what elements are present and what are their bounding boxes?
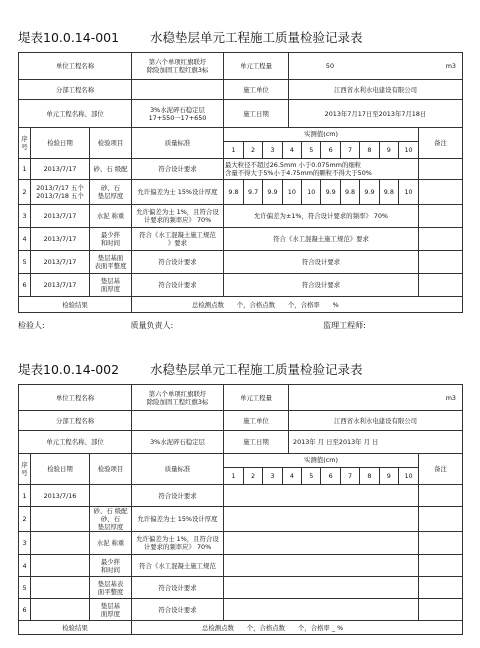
standard-header: 质量标准	[132, 454, 224, 485]
table-row: 5 2013/7/17 垫层基面 表面平整度 符合设计要求 符合设计要求	[19, 251, 463, 274]
unit-name-value: 第六个单项红旗联圩 除险加固工程红旗3标	[132, 53, 224, 80]
result-label: 检验结果	[19, 297, 132, 313]
element-value: 3%水泥碎石稳定层 17+550一17+650	[132, 100, 224, 128]
form-002	[18, 362, 462, 635]
item-header: 检验项目	[90, 128, 132, 159]
measured-header: 实测值(cm) 1 2 3 4 5 6 7 8 9 10	[224, 128, 419, 159]
quantity-unit: m3	[445, 62, 456, 70]
column-number: 3	[263, 468, 282, 484]
column-number: 1	[224, 468, 243, 484]
column-header-row	[19, 128, 463, 159]
sub-name-value	[132, 411, 224, 431]
inspector-label: 检验人:	[18, 321, 45, 330]
column-number: 6	[321, 142, 340, 158]
measured-value: 9.7	[243, 180, 262, 204]
seq-header: 序号	[19, 128, 31, 159]
result-row	[19, 297, 463, 313]
table-row: 3 2013/7/17 水泥 称重 允许偏差为士 1%，且符合设 计要求的频率应》 70% 允许偏差为±1%，符合设计要求的频率》 70%	[19, 205, 463, 228]
column-number-row	[224, 468, 418, 484]
result-row	[19, 621, 463, 635]
tech-lead-label: 质量负责人:	[130, 321, 174, 330]
table-row: 6 2013/7/17 垫层基 面厚度 符合设计要求 符合设计要求	[19, 274, 463, 297]
measured-values-row	[224, 180, 418, 204]
measured-header: 实测值(cm) 1 2 3 4 5 6 7 8 9 10	[224, 454, 419, 485]
unit-name-label: 单位工程名称	[19, 385, 132, 411]
column-number: 7	[340, 142, 359, 158]
contractor-label: 施工单位	[224, 411, 289, 430]
sub-name-label: 分部工程名称	[19, 411, 132, 431]
column-number-row	[224, 142, 418, 158]
table-row: 4 最少拌 和时间 符合《水工混凝土施工规范	[19, 555, 463, 577]
form-heading: 水稳垫层单元工程施工质量检验记录表	[149, 30, 363, 45]
form-code: 堤表10.0.14-002	[18, 362, 120, 377]
column-number: 8	[360, 142, 379, 158]
form-title	[18, 362, 462, 378]
element-label: 单元工程名称、部位	[19, 431, 132, 454]
remark-header: 备注	[419, 128, 463, 159]
remark-header: 备注	[419, 454, 463, 485]
column-number: 8	[360, 468, 379, 484]
result-label: 检验结果	[19, 621, 132, 635]
header-row-unit	[19, 385, 463, 411]
seq-header: 序号	[19, 454, 31, 485]
date-value: 2013年 月 日至2013年 月 日	[293, 438, 379, 446]
result-value: 总检测点数 个，合格点数 个，合格率 _ %	[132, 621, 463, 635]
column-number: 5	[302, 142, 321, 158]
header-row-sub	[19, 411, 463, 431]
measured-value: 9.9	[321, 180, 340, 204]
column-number: 1	[224, 142, 243, 158]
date-header: 检验日期	[31, 454, 90, 485]
unit-name-value: 第六个单项红旗联圩 除险加固工程红旗3标	[132, 385, 224, 411]
table-row: 4 2013/7/17 最少拌 和时间 符合《水工混凝土施工规范 》要求 符合《水工混凝土施工规范》要求	[19, 228, 463, 251]
column-number: 6	[321, 468, 340, 484]
table-row: 2 2013/7/17 五个 2013/7/18 五个 砂、石 垫层厚度 允许偏差为士 15%设计厚度 9.8 9.7 9.9 10 10 9.9 9.8 9.9 9.8 10	[19, 180, 463, 205]
element-label: 单元工程名称、部位	[19, 100, 132, 128]
quantity-label: 单元工程量	[224, 385, 289, 410]
table-row: 1 2013/7/17 砂、石 级配 符合设计要求 最大粒径不超过26.5mm 小于0.075mm的细粒 含量不得大于5%小于4.75mm的颗粒不得大于50%	[19, 159, 463, 180]
column-header-row	[19, 454, 463, 485]
sub-name-label: 分部工程名称	[19, 80, 132, 100]
form-heading: 水稳垫层单元工程施工质量检验记录表	[149, 362, 363, 377]
date-label: 施工日期	[224, 431, 289, 453]
measured-value: 9.8	[340, 180, 359, 204]
quantity-value	[289, 385, 372, 410]
column-number: 5	[302, 468, 321, 484]
unit-name-label: 单位工程名称	[19, 53, 132, 80]
column-number: 7	[340, 468, 359, 484]
form-title	[18, 30, 462, 46]
record-table	[18, 52, 463, 313]
header-row-element	[19, 100, 463, 128]
column-number: 4	[282, 468, 301, 484]
measured-value: 10	[302, 180, 321, 204]
record-table	[18, 384, 463, 635]
standard-header: 质量标准	[132, 128, 224, 159]
measured-value: 10	[282, 180, 301, 204]
form-001	[18, 30, 462, 333]
item-header: 检验项目	[90, 454, 132, 485]
form-code: 堤表10.0.14-001	[18, 30, 120, 45]
sub-name-value	[132, 80, 224, 100]
header-row-element	[19, 431, 463, 454]
header-row-unit	[19, 53, 463, 80]
column-number: 9	[379, 468, 398, 484]
date-value: 2013年7月17日至2013年7月18日	[324, 109, 427, 118]
measured-value: 9.8	[224, 180, 243, 204]
measured-value: 10	[399, 180, 418, 204]
table-row: 6 垫层基 面厚度 符合设计要求	[19, 599, 463, 621]
table-row: 2 砂、石 级配 砂、石 垫层厚度 允许偏差为士 15%设计厚度	[19, 507, 463, 532]
result-value: 总检测点数 个，合格点数 个，合格率 %	[132, 297, 463, 313]
quantity-unit: m3	[445, 393, 456, 402]
measured-value: 9.9	[360, 180, 379, 204]
column-number: 2	[243, 468, 262, 484]
quantity-label: 单元工程量	[224, 53, 289, 79]
column-number: 4	[282, 142, 301, 158]
table-row: 1 2013/7/16 符合设计要求	[19, 485, 463, 507]
column-number: 2	[243, 142, 262, 158]
signature-line	[18, 319, 462, 333]
date-header: 检验日期	[31, 128, 90, 159]
quantity-value: 50	[325, 62, 335, 70]
date-label: 施工日期	[224, 100, 289, 127]
contractor-value: 江西省水利水电建设有限公司	[333, 85, 418, 94]
column-number: 10	[399, 142, 418, 158]
header-row-sub	[19, 80, 463, 100]
contractor-value: 江西省水利水电建设有限公司	[333, 416, 418, 425]
column-number: 9	[379, 142, 398, 158]
table-row: 5 垫层基表 面平整度 符合设计要求	[19, 577, 463, 599]
supervisor-label: 监理工程师:	[323, 321, 366, 330]
column-number: 3	[263, 142, 282, 158]
table-row: 3 水泥 称重 允许偏差为士 1%，且符合设 计要求的频率应》 70%	[19, 532, 463, 555]
column-number: 10	[399, 468, 418, 484]
measured-value: 9.8	[379, 180, 398, 204]
measured-value: 9.9	[263, 180, 282, 204]
element-value: 3%水泥碎石稳定层	[132, 431, 224, 454]
contractor-label: 施工单位	[224, 80, 289, 99]
